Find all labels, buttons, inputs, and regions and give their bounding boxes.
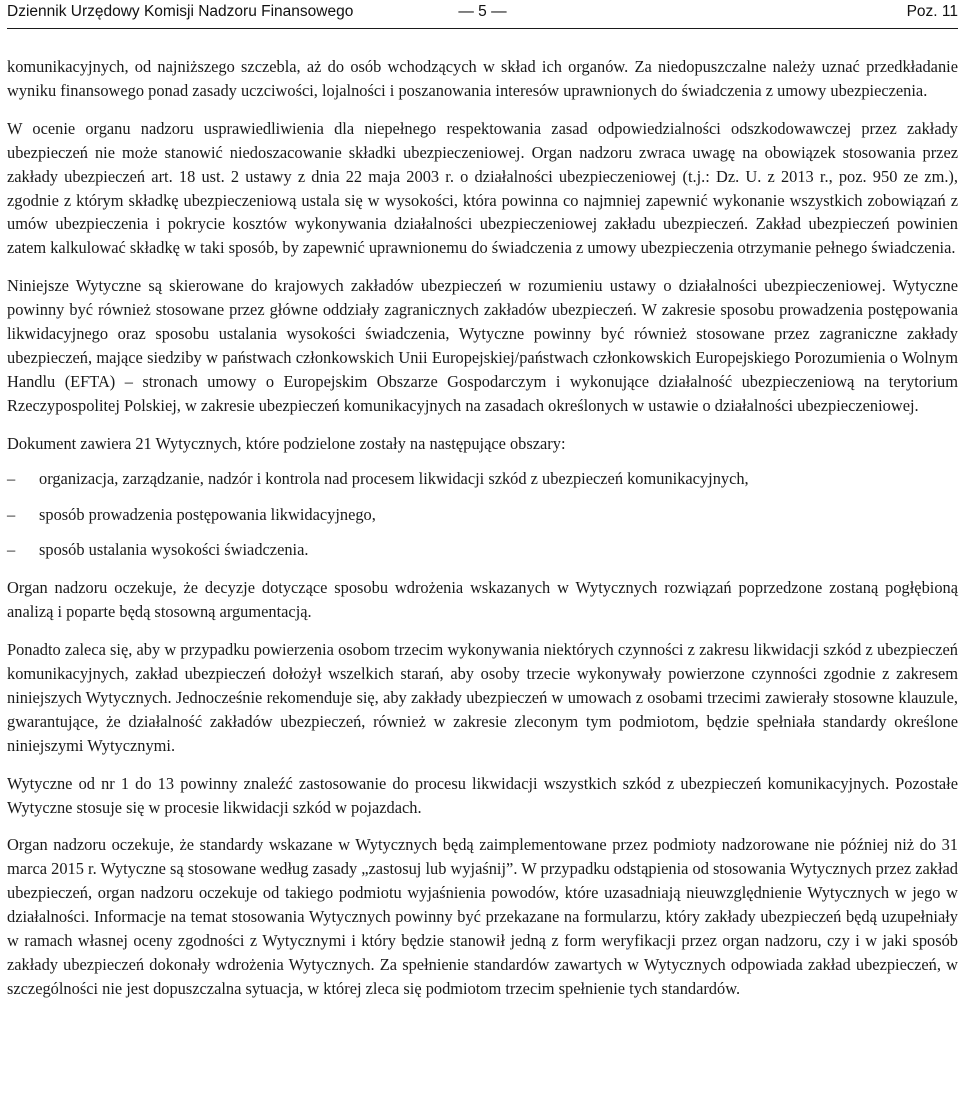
list-item [7, 503, 958, 527]
paragraph-areas-intro: Dokument zawiera 21 Wytycznych, które podzielone zostały na następujące obszary: [7, 433, 566, 453]
dash-marker: – [7, 504, 16, 524]
page-header [7, 2, 958, 22]
header-rule [7, 28, 958, 29]
list-item [7, 467, 958, 491]
paragraph-premium: W ocenie organu nadzoru usprawiedliwienia dla niepełnego respektowania zasad odpowiedzialności odszkodowawczej przez zakłady ubezpieczeń nie może stanowić niedoszacowanie składki ubezpieczeniowej. Organ nadzoru zwraca uwagę na obowiązek stosowania przez zakłady ubezpieczeń art. 18 ust. 2 ustawy z dnia 22 maja 2003 r. o działalności ubezpieczeniowej (t.j.: Dz. U. z 2013 r., poz. 950 ze zm.), zgodnie z którym składkę ubezpieczeniową ustala się w wysokości, która powinna co najmniej zapewnić wykonanie wszystkich zobowiązań z umów ubezpieczenia i pokrycie kosztów wykonywania działalności ubezpieczeniowej zakładu ubezpieczeń. Zakład ubezpieczeń powinien zatem kalkulować składkę w taki sposób, by zapewnić uprawnionemu do świadczenia z umowy ubezpieczenia otrzymanie pełnego świadczenia. [7, 118, 958, 258]
paragraph-outsourcing: Ponadto zaleca się, aby w przypadku powierzenia osobom trzecim wykonywania niektórych czynności z zakresu likwidacji szkód z ubezpieczeń komunikacyjnych, zakład ubezpieczeń dołożył wszelkich starań, aby osoby trzecie wykonywały powierzone czynności zgodnie z zakresem niniejszych Wytycznych. Jednocześnie rekomenduje się, aby zakłady ubezpieczeń w umowach z osobami trzecimi zawierały stosowne klauzule, gwarantujące, że działalność zakładów ubezpieczeń, również w zakresie zleconym tym podmiotom, będzie spełniała standardy określone niniejszymi Wytycznymi. [7, 640, 958, 755]
paragraph-implementation: Organ nadzoru oczekuje, że standardy wskazane w Wytycznych będą zaimplementowane przez podmioty nadzorowane nie później niż do 31 marca 2015 r. Wytyczne są stosowane według zasady „zastosuj lub wyjaśnij”. W przypadku odstąpienia od stosowania Wytycznych przez zakład ubezpieczeń, organ nadzoru oczekuje od takiego podmiotu wyjaśnienia powodów, które uzasadniają nieuwzględnienie Wytycznych w jego w działalności. Informacje na temat stosowania Wytycznych powinny być przekazane na formularzu, który zakłady ubezpieczeń będą uzupełniały w ramach własnej oceny zgodności z Wytycznymi i który będzie stanowił jedną z form weryfikacji przez organ nadzoru, czy i w jaki sposób zakłady ubezpieczeń dokonały wdrożenia Wytycznych. Za spełnienie standardów zawartych w Wytycznych odpowiada zakład ubezpieczeń, w szczególności nie jest dopuszczalna sytuacja, w której zleca się podmiotom trzecim spełnienie tych standardów. [7, 835, 958, 998]
list-item-text: sposób prowadzenia postępowania likwidacyjnego, [39, 504, 376, 524]
paragraph-applicability: Wytyczne od nr 1 do 13 powinny znaleźć zastosowanie do procesu likwidacji wszystkich szkód z ubezpieczeń komunikacyjnych. Pozostałe Wytyczne stosuje się w procesie likwidacji szkód w pojazdach. [7, 773, 958, 817]
dash-marker: – [7, 468, 16, 488]
list-item-text: sposób ustalania wysokości świadczenia. [39, 540, 309, 560]
paragraph-continuation: komunikacyjnych, od najniższego szczebla, aż do osób wchodzących w skład ich organów. Za niedopuszczalne należy uznać przedkładanie wyniku finansowego ponad zasady uczciwości, lojalności i poszanowania interesów uprawnionych do świadczenia z umowy ubezpieczenia. [7, 57, 958, 100]
paragraph-expectations: Organ nadzoru oczekuje, że decyzje dotyczące sposobu wdrożenia wskazanych w Wytycznych rozwiązań poprzedzone zostaną pogłębioną analizą i poparte będą stosowną argumentacją. [7, 578, 958, 622]
list-item [7, 538, 958, 562]
position-number: Poz. 11 [906, 3, 958, 20]
paragraph-scope: Niniejsze Wytyczne są skierowane do krajowych zakładów ubezpieczeń w rozumieniu ustawy o działalności ubezpieczeniowej. Wytyczne powinny być również stosowane przez główne oddziały zagranicznych zakładów ubezpieczeń. W zakresie sposobu prowadzenia postępowania likwidacyjnego oraz sposobu ustalania wysokości świadczenia, Wytyczne powinny być również stosowane przez zagraniczne zakłady ubezpieczeń, mające siedziby w państwach członkowskich Unii Europejskiej/państwach członkowskich Europejskiego Porozumienia o Wolnym Handlu (EFTA) – stronach umowy o Europejskim Obszarze Gospodarczym i wykonujące działalność ubezpieczeniową na terytorium Rzeczypospolitej Polskiej, w zakresie ubezpieczeń komunikacyjnych na zasadach określonych w ustawie o działalności ubezpieczeniowej. [7, 276, 958, 415]
list-item-text: organizacja, zarządzanie, nadzór i kontrola nad procesem likwidacji szkód z ubezpieczeń komunikacyjnych, [39, 468, 749, 488]
areas-list [7, 467, 958, 563]
journal-title: Dziennik Urzędowy Komisji Nadzoru Finansowego [7, 3, 354, 20]
page-number: — 5 — [458, 3, 507, 20]
dash-marker: – [7, 540, 16, 560]
